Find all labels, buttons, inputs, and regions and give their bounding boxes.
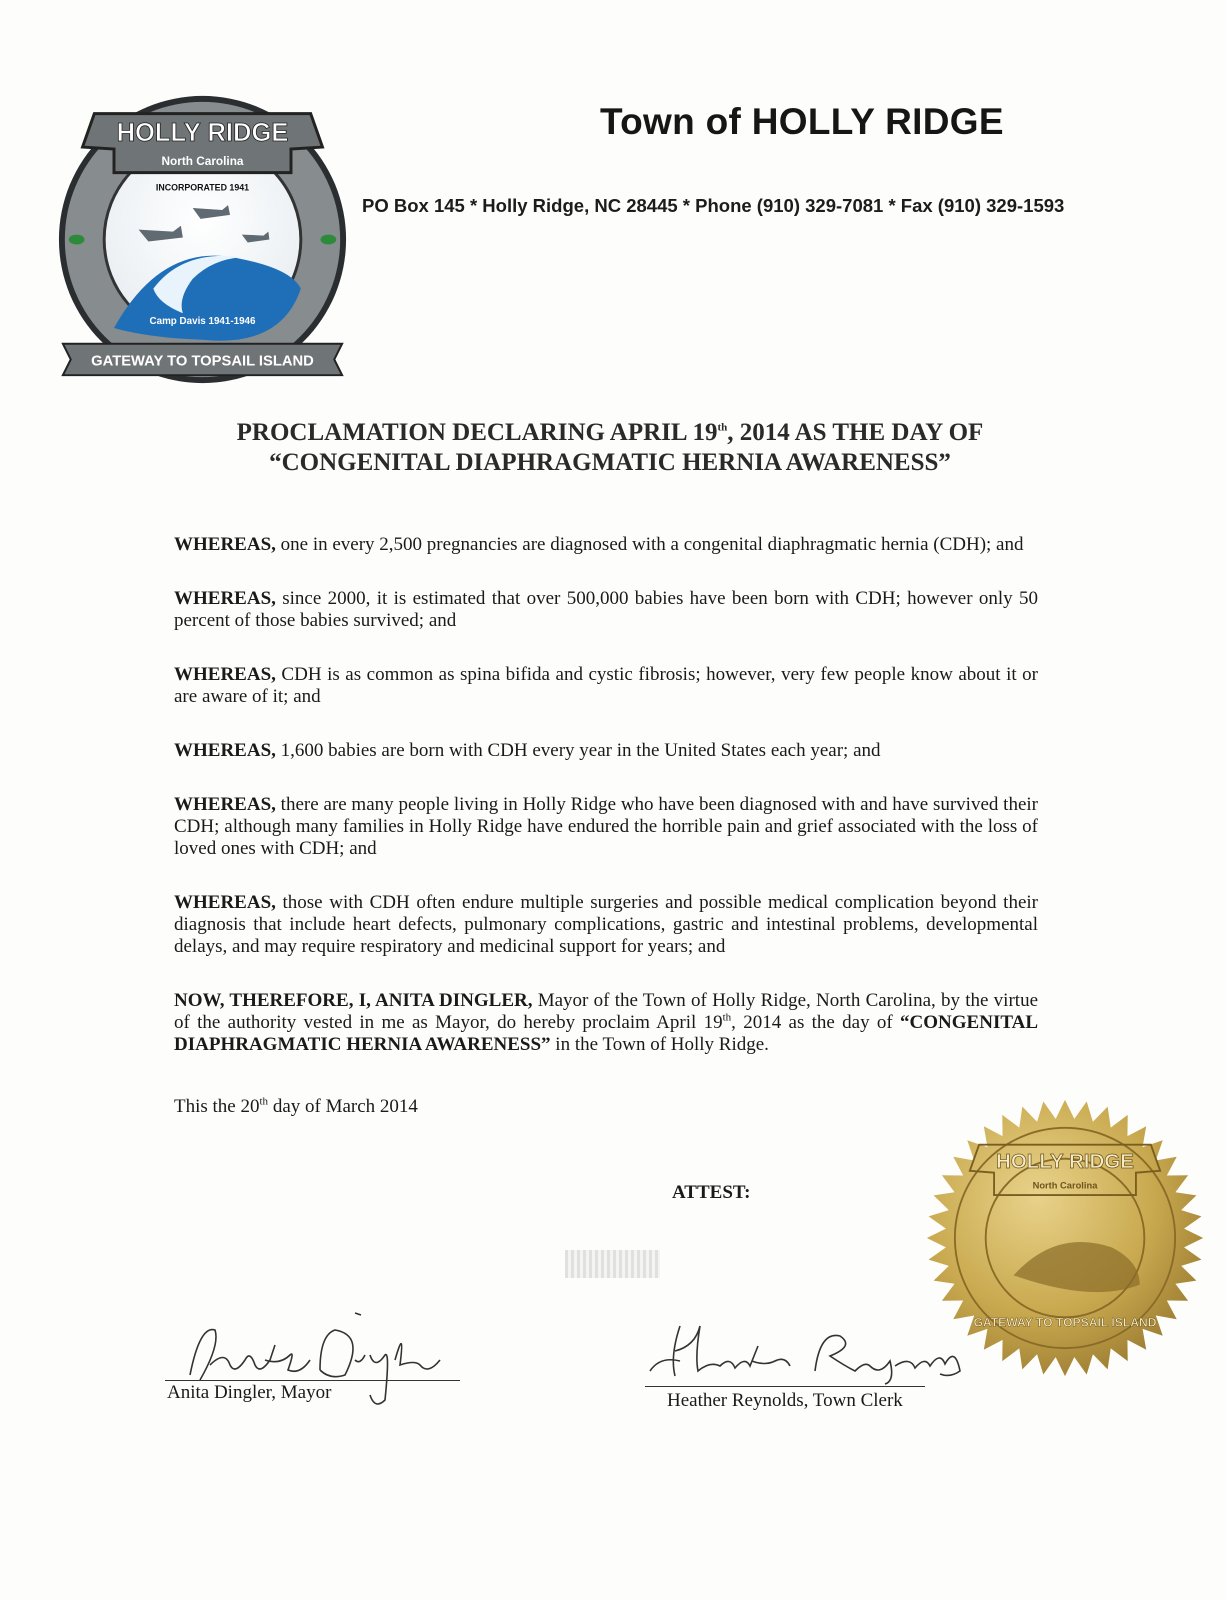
date-b: day of March 2014 [268,1096,418,1117]
clerk-signature-line [645,1386,925,1387]
whereas-paragraph [174,892,1038,958]
attest-label: ATTEST: [672,1182,751,1203]
title-line2: “CONGENITAL DIAPHRAGMATIC HERNIA AWARENESS” [269,449,951,476]
clerk-signature [640,1316,980,1386]
whereas-lead: WHEREAS, [174,664,276,685]
proclamation-title [110,418,1110,478]
seal-state: North Carolina [1032,1180,1098,1191]
whereas-text: since 2000, it is estimated that over 500,000 babies have been born with CDH; however only 50 percent of those babies survived; and [174,588,1038,631]
whereas-text: 1,600 babies are born with CDH every year in the United States each year; and [275,740,881,761]
proclamation-date [174,1096,1038,1118]
scan-smudge [565,1250,660,1278]
whereas-lead: WHEREAS, [174,588,276,609]
seal-motto: GATEWAY TO TOPSAIL ISLAND [973,1315,1157,1330]
town-title: Town of HOLLY RIDGE [600,101,1004,142]
therefore-paragraph [174,990,1038,1056]
title-line1: PROCLAMATION DECLARING APRIL 19 [236,419,718,446]
logo-name: HOLLY RIDGE [116,119,289,148]
logo-motto: GATEWAY TO TOPSAIL ISLAND [91,353,314,370]
town-logo [55,92,350,387]
therefore-lead: NOW, THEREFORE, I, ANITA DINGLER, [174,990,533,1011]
whereas-paragraph [174,534,1038,556]
whereas-lead: WHEREAS, [174,892,276,913]
therefore-bold-name: “CONGENITAL DIAPHRAGMATIC HERNIA AWARENESS” [174,1012,1038,1055]
whereas-text: those with CDH often endure multiple surgeries and possible medical complication beyond their diagnosis that include heart defects, pulmonary complications, gastric and intestinal problems, developmental delays, and may require respiratory and medicinal support for years; and [174,892,1038,957]
whereas-paragraph [174,740,1038,762]
clerk-name: Heather Reynolds, Town Clerk [667,1390,903,1411]
therefore-text: Mayor of the Town of Holly Ridge, North Carolina, by the virtue of the authority vested in me as Mayor, do hereby proclaim April 19 [174,990,1039,1033]
therefore-text-c: in the Town of Holly Ridge. [550,1034,769,1055]
whereas-paragraph [174,588,1038,632]
logo-incorporated: INCORPORATED 1941 [155,182,250,193]
whereas-lead: WHEREAS, [174,534,276,555]
whereas-paragraph [174,794,1038,860]
whereas-text: CDH is as common as spina bifida and cystic fibrosis; however, very few people know about it or are aware of it; and [174,664,1038,707]
logo-state: North Carolina [161,153,244,168]
whereas-text: one in every 2,500 pregnancies are diagnosed with a congenital diaphragmatic hernia (CDH); and [275,534,1024,555]
title-line1-end: , 2014 AS THE DAY OF [727,419,984,446]
seal-name: HOLLY RIDGE [996,1150,1134,1173]
logo-camp: Camp Davis 1941-1946 [149,316,256,328]
whereas-text: there are many people living in Holly Ridge who have been diagnosed with and have survived their CDH; although many families in Holly Ridge have endured the horrible pain and grief associated with the loss of loved ones with CDH; and [174,794,1038,859]
whereas-lead: WHEREAS, [174,740,276,761]
title-sup: th [717,421,728,434]
mayor-name: Anita Dingler, Mayor [167,1382,332,1403]
whereas-lead: WHEREAS, [174,794,276,815]
proclamation-body [174,534,1038,1150]
therefore-text-b: , 2014 as the day of [731,1012,901,1033]
mayor-signature-line [165,1380,460,1381]
therefore-sup: th [722,1011,732,1024]
date-a: This the 20 [174,1096,260,1117]
town-address: PO Box 145 * Holly Ridge, NC 28445 * Phone (910) 329-7081 * Fax (910) 329-1593 [362,195,1065,216]
whereas-paragraph [174,664,1038,708]
date-sup: th [259,1095,269,1108]
